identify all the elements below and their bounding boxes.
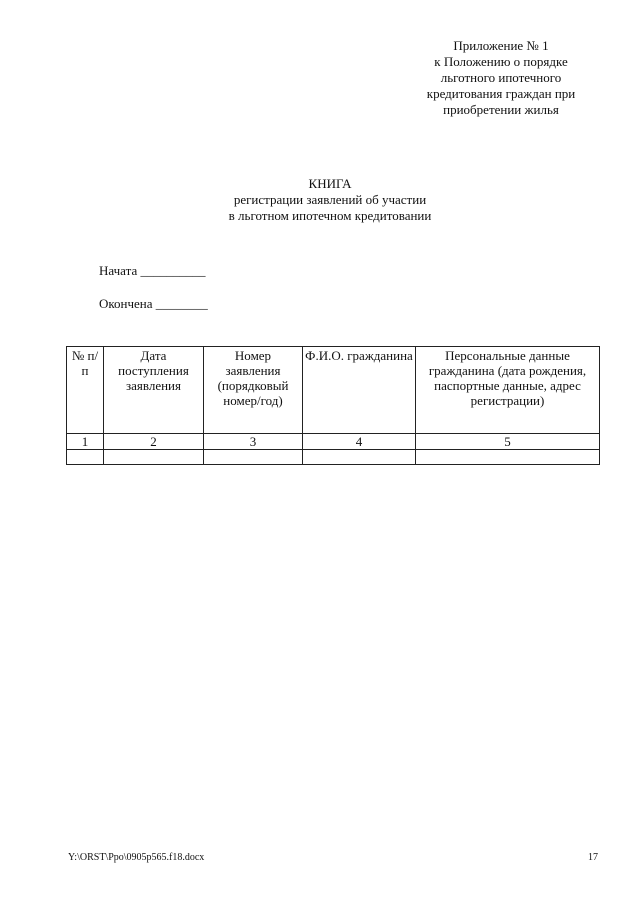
title-subtitle-line-1: регистрации заявлений об участии (233, 192, 427, 207)
appendix-note (385, 38, 617, 118)
header-personal-data: Персональные данные гражданина (дата рождения, паспортные данные, адрес регистрации) (416, 347, 600, 434)
column-number-row (67, 434, 600, 450)
table-cell (204, 450, 303, 465)
table-cell (67, 450, 104, 465)
footer-page-number: 17 (588, 852, 598, 863)
document-title (60, 176, 600, 224)
header-date: Дата поступления заявления (104, 347, 204, 434)
appendix-line: приобретении жилья (443, 102, 559, 117)
table-cell (303, 450, 416, 465)
column-number: 2 (104, 434, 204, 450)
header-application-number: Номер заявления (порядковый номер/год) (204, 347, 303, 434)
column-number: 1 (67, 434, 104, 450)
footer-file-path: Y:\ORST\Ppo\0905p565.f18.docx (68, 852, 205, 863)
header-number: № п/п (67, 347, 104, 434)
started-field: Начата __________ (99, 263, 206, 278)
appendix-line: к Положению о порядке (434, 54, 568, 69)
table-cell (104, 450, 204, 465)
header-full-name: Ф.И.О. гражданина (303, 347, 416, 434)
registration-table (66, 346, 600, 465)
column-number: 3 (204, 434, 303, 450)
title-subtitle-line-2: в льготном ипотечном кредитовании (228, 208, 432, 223)
column-number: 5 (416, 434, 600, 450)
appendix-line: кредитования граждан при (426, 86, 576, 101)
column-number: 4 (303, 434, 416, 450)
appendix-line: Приложение № 1 (453, 38, 549, 53)
table-row (67, 450, 600, 465)
ended-field: Окончена ________ (99, 296, 208, 311)
table-cell (416, 450, 600, 465)
title-main: КНИГА (308, 176, 352, 191)
appendix-line: льготного ипотечного (440, 70, 562, 85)
table-header-row (67, 347, 600, 434)
